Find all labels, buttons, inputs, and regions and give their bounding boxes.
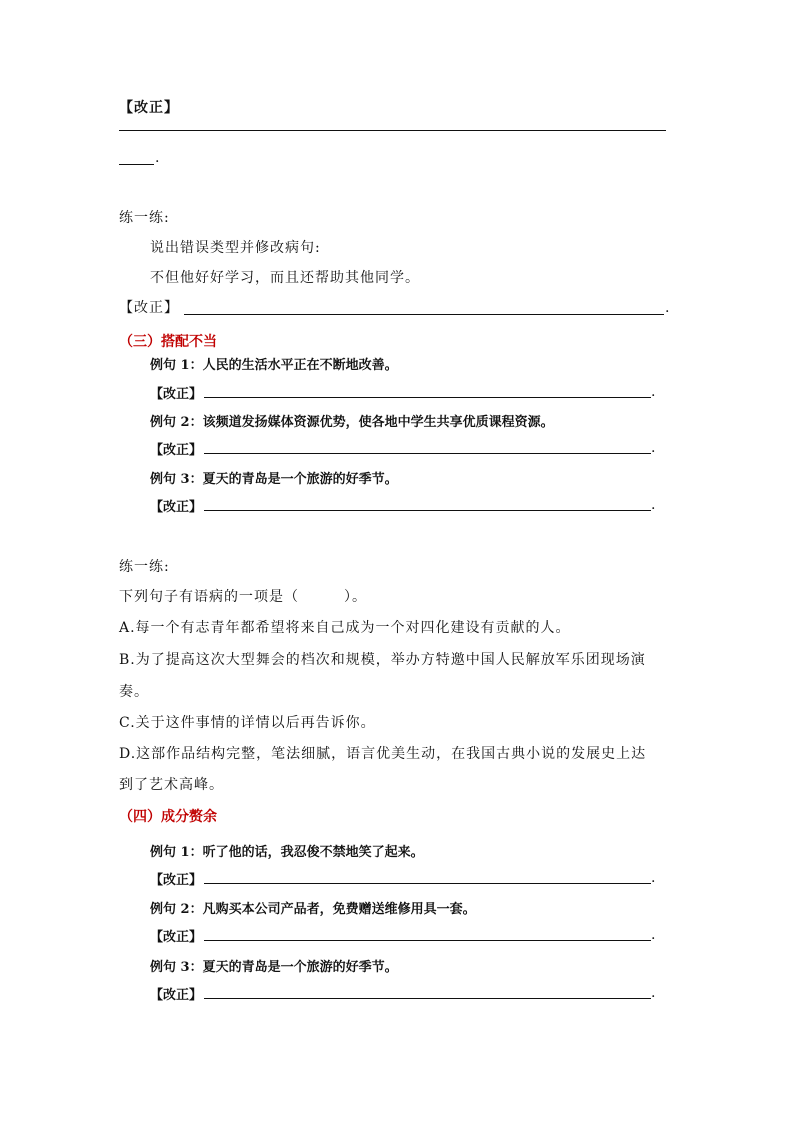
end-mark: . [651, 985, 656, 1001]
end-mark: . [651, 497, 656, 513]
section-heading: （四）成分赘余 [119, 809, 217, 825]
example-sentence: 例句 2：该频道发扬媒体资源优势，使各地中学生共享优质课程资源。 [150, 415, 554, 430]
correct-label: 【改正】 [150, 387, 203, 402]
option-d-cont: 到了艺术高峰。 [119, 777, 224, 793]
correct-label: 【改正】 [150, 930, 203, 945]
correct-label: 【改正】 [150, 988, 203, 1003]
end-mark: . [651, 870, 656, 886]
correct-label: 【改正】 [119, 300, 179, 316]
answer-line [204, 510, 651, 511]
practice-instruction: 说出错误类型并修改病句: [150, 240, 321, 256]
option-b-cont: 奏。 [119, 684, 149, 700]
end-mark: . [651, 384, 656, 400]
practice-title: 练一练: [119, 210, 170, 226]
answer-line [119, 164, 154, 165]
end-mark: . [665, 300, 670, 316]
section-heading: （三）搭配不当 [119, 334, 217, 350]
answer-line [204, 940, 651, 941]
end-mark: . [155, 150, 160, 166]
answer-line [204, 883, 651, 884]
example-sentence: 例句 3：夏天的青岛是一个旅游的好季节。 [150, 960, 398, 975]
example-sentence: 例句 2：凡购买本公司产品者，免费赠送维修用具一套。 [150, 902, 476, 917]
option-a: A.每一个有志青年都希望将来自己成为一个对四化建设有贡献的人。 [119, 620, 571, 636]
option-b: B.为了提高这次大型舞会的档次和规模，举办方特邀中国人民解放军乐团现场演 [119, 652, 646, 668]
answer-line [204, 453, 651, 454]
example-sentence: 例句 1：人民的生活水平正在不断地改善。 [150, 358, 398, 373]
practice-sentence: 不但他好好学习，而且还帮助其他同学。 [150, 270, 420, 286]
question: 下列句子有语病的一项是（ ）。 [119, 589, 367, 605]
top-correct-label: 【改正】 [119, 100, 179, 116]
answer-line [119, 130, 666, 131]
correct-label: 【改正】 [150, 443, 203, 458]
end-mark: . [651, 927, 656, 943]
answer-line [204, 397, 651, 398]
end-mark: . [651, 440, 656, 456]
answer-line [204, 998, 651, 999]
practice-title: 练一练: [119, 559, 170, 575]
answer-line [184, 314, 664, 315]
correct-label: 【改正】 [150, 500, 203, 515]
example-sentence: 例句 3：夏天的青岛是一个旅游的好季节。 [150, 472, 398, 487]
option-d: D.这部作品结构完整，笔法细腻，语言优美生动，在我国古典小说的发展史上达 [119, 746, 647, 762]
option-c: C.关于这件事情的详情以后再告诉你。 [119, 715, 376, 731]
correct-label: 【改正】 [150, 873, 203, 888]
example-sentence: 例句 1：听了他的话，我忍俊不禁地笑了起来。 [150, 845, 424, 860]
